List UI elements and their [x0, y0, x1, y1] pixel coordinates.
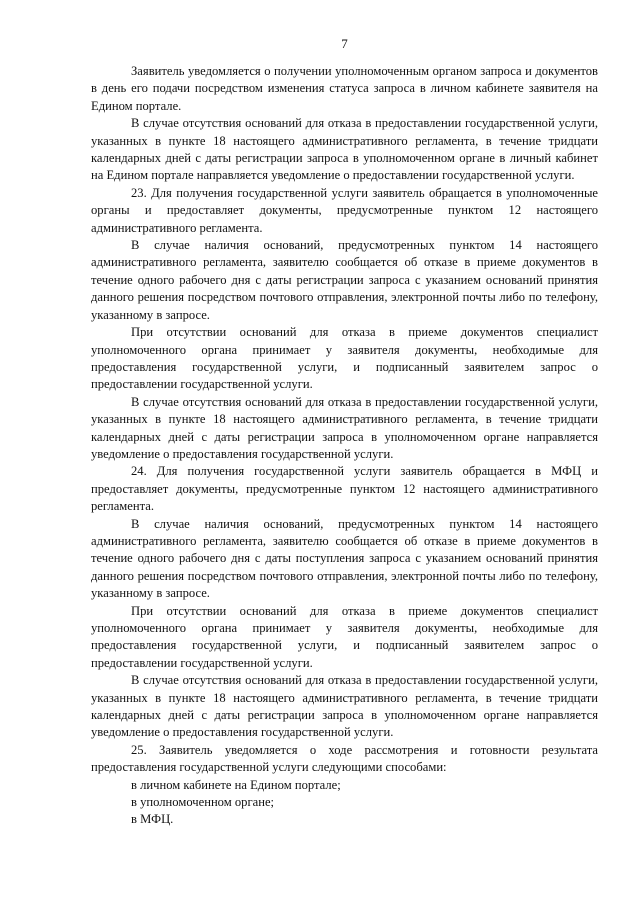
paragraph: При отсутствии оснований для отказа в приеме документов специалист уполномоченного органа принимает у заявителя документы, необходимые для предоставления государственной услуги, и подписанный заявителем запрос о предоставлении государственной услуги.	[91, 325, 598, 392]
paragraph: 24. Для получения государственной услуги заявитель обращается в МФЦ и предоставляет документы, предусмотренные пунктом 12 настоящего административного регламента.	[91, 464, 598, 514]
paragraph: В случае отсутствия оснований для отказа в предоставлении государственной услуги, указанных в пункте 18 настоящего административного регламента, в течение тридцати календарных дней с даты регистрации запроса в уполномоченном органе в личный кабинет на Едином портале направляется уведомление о предоставлении государственной услуги.	[91, 116, 598, 183]
page-number: 7	[341, 36, 348, 51]
paragraph: 25. Заявитель уведомляется о ходе рассмотрения и готовности результата предоставления государственной услуги следующими способами:	[91, 742, 598, 775]
paragraph: В случае наличия оснований, предусмотренных пунктом 14 настоящего административного регламента, заявителю сообщается об отказе в приеме документов в течение одного рабочего дня с даты поступления запроса с указанием оснований принятия данного решения посредством почтового отправления, электронной почты либо по телефону, указанному в запросе.	[91, 516, 598, 601]
paragraph: При отсутствии оснований для отказа в приеме документов специалист уполномоченного органа принимает у заявителя документы, необходимые для предоставления государственной услуги, и подписанный заявителем запрос о предоставлении государственной услуги.	[91, 603, 598, 670]
document-body	[91, 63, 598, 829]
paragraph: В случае отсутствия оснований для отказа в предоставлении государственной услуги, указанных в пункте 18 настоящего административного регламента, в течение тридцати календарных дней с даты регистрации запроса в уполномоченном органе направляется уведомление о предоставления государственной услуги.	[91, 394, 598, 461]
paragraph: 23. Для получения государственной услуги заявитель обращается в уполномоченные органы и предоставляет документы, предусмотренные пунктом 12 настоящего административного регламента.	[91, 185, 598, 235]
list-item: в личном кабинете на Едином портале;	[131, 777, 341, 792]
paragraph: В случае отсутствия оснований для отказа в предоставлении государственной услуги, указанных в пункте 18 настоящего административного регламента, в течение тридцати календарных дней с даты регистрации запроса в уполномоченном органе направляется уведомление о предоставления государственной услуги.	[91, 673, 598, 740]
list-item: в уполномоченном органе;	[131, 795, 275, 810]
paragraph: В случае наличия оснований, предусмотренных пунктом 14 настоящего административного регламента, заявителю сообщается об отказе в приеме документов в течение одного рабочего дня с даты регистрации запроса с указанием оснований принятия данного решения посредством почтового отправления, электронной почты либо по телефону, указанному в запросе.	[91, 238, 598, 322]
list-item: в МФЦ.	[131, 812, 174, 827]
paragraph: Заявитель уведомляется о получении уполномоченным органом запроса и документов в день его подачи посредством изменения статуса запроса в личном кабинете заявителя на Едином портале.	[91, 64, 598, 113]
